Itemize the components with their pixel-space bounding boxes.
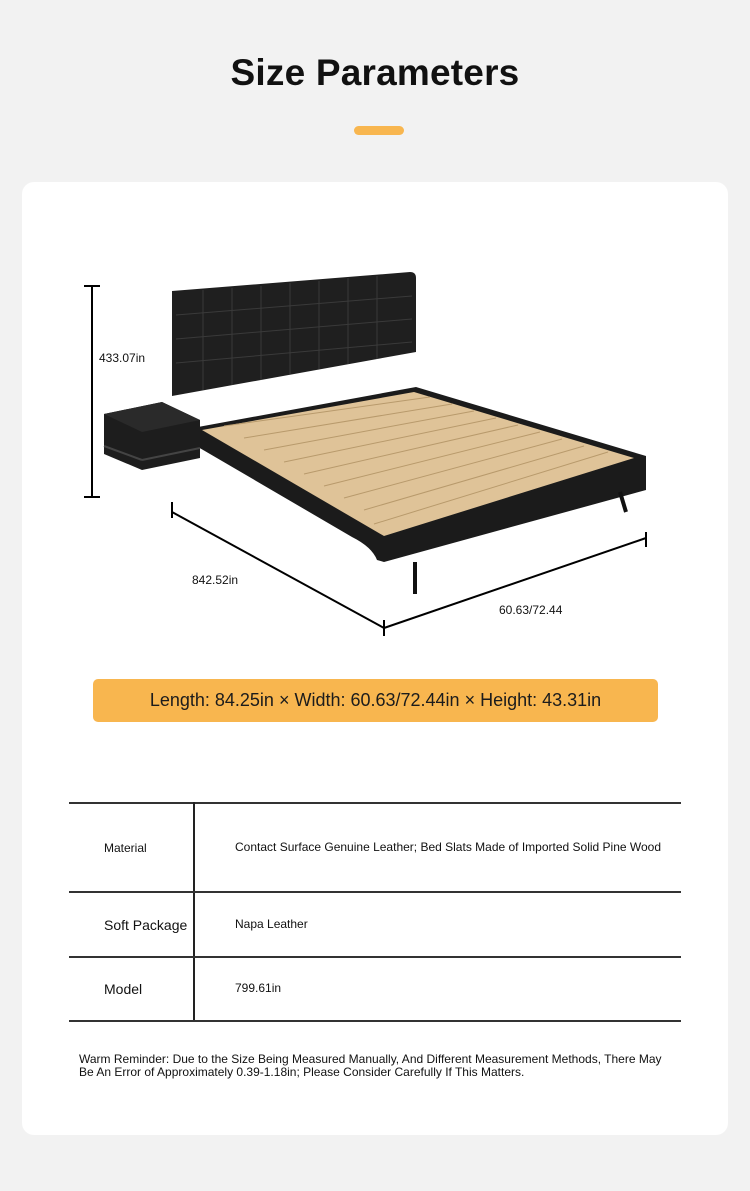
spec-value: Contact Surface Genuine Leather; Bed Slats Made of Imported Solid Pine Wood <box>194 803 681 892</box>
width-dimension-label: 60.63/72.44 <box>499 603 563 617</box>
spec-value: 799.61in <box>194 957 681 1021</box>
spec-value: Napa Leather <box>194 892 681 957</box>
page-title: Size Parameters <box>230 52 520 93</box>
title-underline <box>354 126 404 135</box>
bed-illustration <box>22 182 728 652</box>
spec-key: Material <box>69 803 194 892</box>
length-dimension-label: 842.52in <box>192 573 239 587</box>
headboard <box>172 272 416 396</box>
specification-table <box>69 802 681 1022</box>
table-row <box>69 803 681 892</box>
content-card <box>22 182 728 1135</box>
height-dimension-label: 433.07in <box>99 351 146 365</box>
nightstand <box>104 402 200 470</box>
warm-reminder-note: Warm Reminder: Due to the Size Being Measured Manually, And Different Measurement Methods, There May Be An Error of Approximately 0.39-1.18in; Please Consider Carefully If This Matters. <box>79 1052 662 1079</box>
spec-key: Soft Package <box>69 892 194 957</box>
spec-key: Model <box>69 957 194 1021</box>
table-row <box>69 957 681 1021</box>
table-row <box>69 892 681 957</box>
dimensions-summary-banner: Length: 84.25in × Width: 60.63/72.44in × Height: 43.31in <box>93 679 658 722</box>
